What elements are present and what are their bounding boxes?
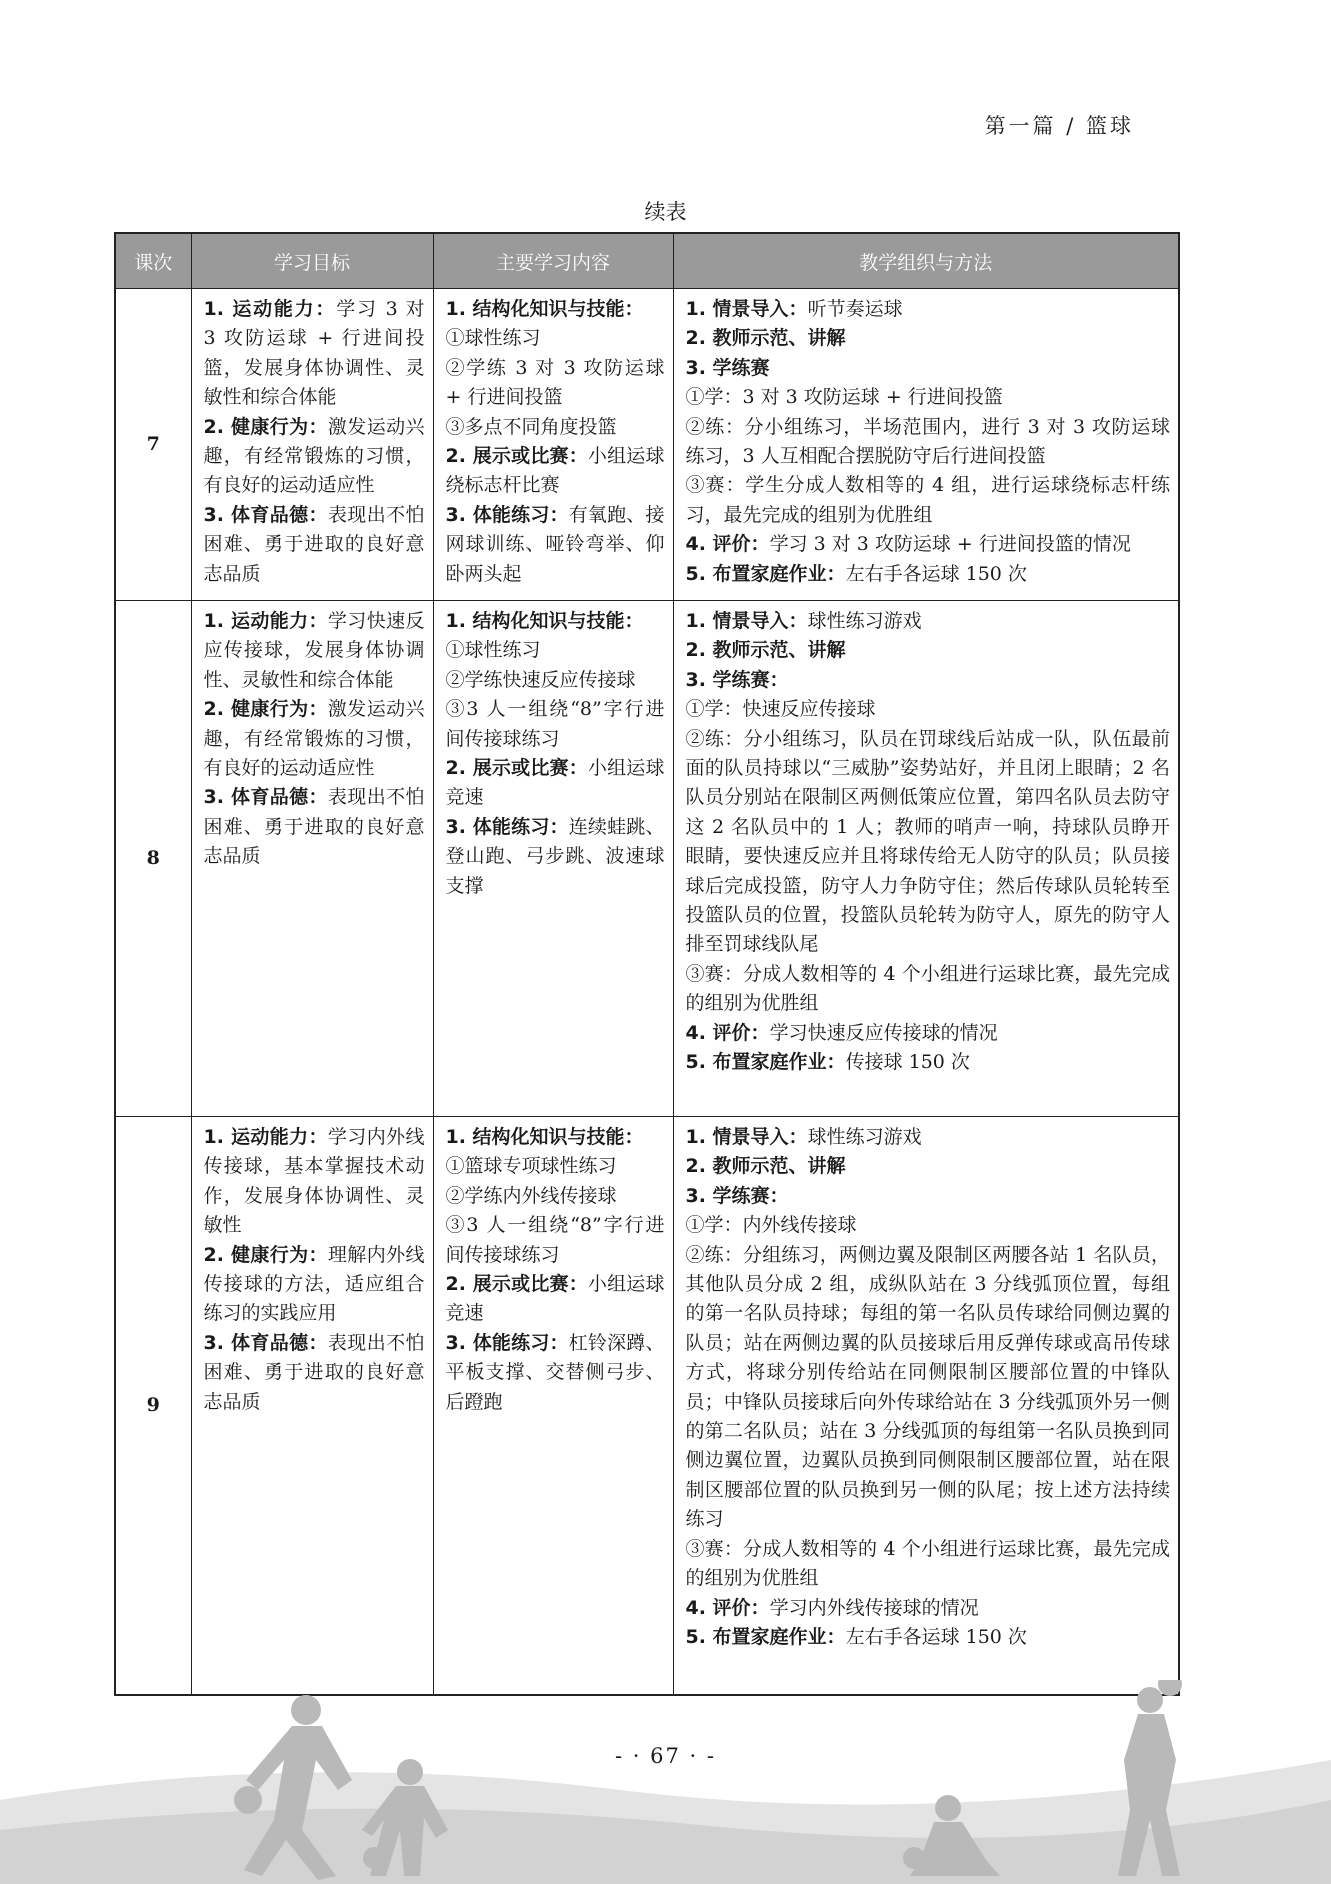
method-item-text: 左右手各运球 150 次 — [845, 1625, 1027, 1648]
method-item — [686, 560, 1171, 589]
content-item — [446, 813, 665, 901]
content-cell — [433, 1117, 673, 1695]
content-item-label: 3. 体能练习： — [445, 503, 569, 526]
method-item — [686, 725, 1171, 960]
content-item-text: 小组运球绕标志杆比赛 — [445, 445, 665, 497]
method-item-label: 1. 情景导入： — [685, 1126, 808, 1148]
content-item-text: ③3 人一组绕“8”字行进间传接球练习 — [445, 1214, 665, 1266]
method-item — [686, 695, 1171, 724]
goal-item-text: 表现出不怕困难、勇于进取的良好意志品质 — [203, 503, 425, 585]
content-item-text: ②学练快速反应传接球 — [445, 668, 636, 691]
method-item-text: ②练：分小组练习，半场范围内，进行 3 对 3 攻防运球练习，3 人互相配合摆脱防守后行进间投篮 — [685, 415, 1170, 468]
method-item-label: 3. 学练赛： — [685, 668, 789, 691]
method-item-label: 4. 评价： — [685, 533, 770, 556]
method-item-text: ③赛：学生分成人数相等的 4 组，进行运球绕标志杆练习，最先完成的组别为优胜组 — [685, 474, 1170, 526]
goal-item-label: 2. 健康行为： — [203, 1243, 328, 1266]
method-item-label: 1. 情景导入： — [685, 610, 808, 632]
goal-item-label: 1. 运动能力： — [203, 610, 328, 632]
method-item — [686, 1535, 1171, 1594]
content-item-text: 有氧跑、接网球训练、哑铃弯举、仰卧两头起 — [445, 503, 665, 585]
content-item-text: ①球性练习 — [445, 327, 541, 350]
content-item-text: 小组运球竞速 — [445, 1273, 665, 1325]
goal-item-text: 表现出不怕困难、勇于进取的良好意志品质 — [203, 1331, 425, 1413]
content-item-label: 2. 展示或比赛： — [445, 757, 588, 780]
content-item — [446, 1152, 665, 1181]
method-item — [686, 607, 1171, 636]
method-item-label: 2. 教师示范、讲解 — [685, 1155, 846, 1178]
lesson-number: 8 — [115, 601, 191, 1117]
goals-cell — [191, 1117, 433, 1695]
lesson-number: 9 — [115, 1117, 191, 1695]
table-row — [115, 289, 1179, 601]
content-item-text: ③多点不同角度投篮 — [445, 415, 617, 438]
method-item-label: 4. 评价： — [685, 1021, 770, 1044]
table-row — [115, 601, 1179, 1117]
content-item — [446, 501, 665, 589]
content-item — [446, 695, 665, 754]
content-item — [446, 324, 665, 353]
content-item-text: ③3 人一组绕“8”字行进间传接球练习 — [445, 698, 665, 750]
content-item — [446, 1123, 665, 1152]
method-item — [686, 383, 1171, 412]
method-item-text: 学习快速反应传接球的情况 — [769, 1021, 998, 1044]
method-item-label: 5. 布置家庭作业： — [685, 562, 846, 585]
method-item — [686, 636, 1171, 665]
goal-item — [204, 1329, 425, 1417]
content-item-label: 3. 体能练习： — [445, 815, 569, 838]
goal-item-text: 学习内外线传接球，基本掌握技术动作，发展身体协调性、灵敏性 — [203, 1126, 425, 1237]
header-teaching-methods: 教学组织与方法 — [673, 233, 1179, 289]
content-item-label: 1. 结构化知识与技能： — [445, 1126, 644, 1148]
method-item-text: 球性练习游戏 — [807, 1126, 922, 1148]
goal-item-label: 3. 体育品德： — [203, 1331, 328, 1354]
goal-item — [204, 1241, 425, 1329]
method-item — [686, 530, 1171, 559]
content-item — [446, 354, 665, 413]
method-item-text: ①学：快速反应传接球 — [685, 698, 876, 721]
method-item — [686, 1182, 1171, 1211]
footer-basketball-decoration — [0, 1680, 1331, 1884]
method-item-label: 2. 教师示范、讲解 — [685, 639, 846, 662]
goal-item-text: 学习 3 对 3 攻防运球 + 行进间投篮，发展身体协调性、灵敏性和综合体能 — [203, 298, 425, 409]
page-number: - · 67 · - — [615, 1744, 716, 1768]
content-item — [446, 636, 665, 665]
method-item-text: ③赛：分成人数相等的 4 个小组进行运球比赛，最先完成的组别为优胜组 — [685, 962, 1170, 1015]
goal-item-label: 1. 运动能力： — [203, 1126, 328, 1148]
running-head: 第一篇 / 篮球 — [984, 114, 1134, 138]
method-item — [686, 413, 1171, 472]
lesson-number: 7 — [115, 289, 191, 601]
methods-cell — [673, 1117, 1179, 1695]
goal-item-label: 2. 健康行为： — [203, 415, 328, 438]
goal-item-text: 理解内外线传接球的方法，适应组合练习的实践应用 — [203, 1243, 425, 1325]
header-lesson-number: 课次 — [115, 233, 191, 289]
method-item-label: 1. 情景导入： — [685, 298, 808, 320]
content-item-label: 3. 体能练习： — [445, 1331, 569, 1354]
content-item — [446, 442, 665, 501]
content-cell — [433, 289, 673, 601]
goal-item — [204, 783, 425, 871]
content-item — [446, 1329, 665, 1417]
goal-item-text: 激发运动兴趣，有经常锻炼的习惯，有良好的运动适应性 — [203, 698, 425, 780]
method-item-text: ①学：内外线传接球 — [685, 1214, 857, 1237]
goal-item-label: 3. 体育品德： — [203, 503, 328, 526]
method-item — [686, 471, 1171, 530]
content-item-label: 2. 展示或比赛： — [445, 445, 588, 468]
content-item-text: 连续蛙跳、登山跑、弓步跳、波速球支撑 — [445, 815, 665, 897]
content-item-label: 2. 展示或比赛： — [445, 1273, 588, 1296]
method-item-text: 学习内外线传接球的情况 — [769, 1596, 979, 1619]
goals-cell — [191, 601, 433, 1117]
content-item-text: ①篮球专项球性练习 — [445, 1155, 617, 1178]
method-item-text: 听节奏运球 — [807, 298, 903, 320]
method-item — [686, 1048, 1171, 1077]
method-item — [686, 324, 1171, 353]
content-item-text: ①球性练习 — [445, 639, 541, 662]
method-item — [686, 1594, 1171, 1623]
method-item-label: 3. 学练赛： — [685, 1184, 789, 1207]
goal-item — [204, 413, 425, 501]
goal-item-label: 3. 体育品德： — [203, 786, 328, 809]
method-item-label: 5. 布置家庭作业： — [685, 1051, 846, 1074]
goal-item-label: 1. 运动能力： — [203, 298, 337, 320]
goals-cell — [191, 289, 433, 601]
method-item — [686, 295, 1171, 324]
content-item — [446, 1270, 665, 1329]
content-item — [446, 754, 665, 813]
content-item-label: 1. 结构化知识与技能： — [445, 298, 644, 320]
method-item-label: 2. 教师示范、讲解 — [685, 327, 846, 350]
lesson-table — [114, 232, 1180, 1696]
content-item — [446, 413, 665, 442]
methods-cell — [673, 289, 1179, 601]
content-item-text: 小组运球竞速 — [445, 757, 665, 809]
goal-item — [204, 1123, 425, 1241]
goal-item — [204, 295, 425, 413]
method-item-label: 5. 布置家庭作业： — [685, 1625, 846, 1648]
content-item-label: 1. 结构化知识与技能： — [445, 610, 644, 632]
header-learning-goals: 学习目标 — [191, 233, 433, 289]
header-main-content: 主要学习内容 — [433, 233, 673, 289]
table-row — [115, 1117, 1179, 1695]
method-item — [686, 354, 1171, 383]
method-item — [686, 1152, 1171, 1181]
method-item-text: 球性练习游戏 — [807, 610, 922, 632]
method-item-text: ②练：分组练习，两侧边翼及限制区两腰各站 1 名队员，其他队员分成 2 组，成纵队站在 3 分线弧顶位置，每组的第一名队员持球；每组的第一名队员传球给同侧边翼的队员；站在两侧边翼的队员接球后用反弹传球或高吊传球方式，将球分别传给站在同侧限制区腰部位置的中锋队员；中锋队员接球后向外传球给站在 3 分线弧顶外另一侧的第二名队员；站在 3 分线弧顶的每组第一名队员换到同侧边翼位置，边翼队员换到同侧限制区腰部位置，站在限制区腰部位置的队员换到另一侧的队尾；按上述方法持续练习 — [685, 1243, 1170, 1531]
content-item-text: 杠铃深蹲、平板支撑、交替侧弓步、后蹬跑 — [445, 1331, 665, 1413]
table-header-row — [115, 233, 1179, 289]
content-item — [446, 295, 665, 324]
content-item — [446, 607, 665, 636]
goal-item-text: 表现出不怕困难、勇于进取的良好意志品质 — [203, 786, 425, 868]
method-item-text: 传接球 150 次 — [845, 1051, 970, 1074]
method-item — [686, 1623, 1171, 1652]
content-cell — [433, 601, 673, 1117]
method-item-text: ①学：3 对 3 攻防运球 + 行进间投篮 — [685, 386, 1003, 409]
goal-item-text: 学习快速反应传接球，发展身体协调性、灵敏性和综合体能 — [203, 610, 425, 691]
content-item — [446, 1182, 665, 1211]
content-item-text: ②学练 3 对 3 攻防运球 + 行进间投篮 — [445, 356, 665, 409]
content-item — [446, 1211, 665, 1270]
method-item-label: 4. 评价： — [685, 1596, 770, 1619]
method-item — [686, 1123, 1171, 1152]
method-item-text: 学习 3 对 3 攻防运球 + 行进间投篮的情况 — [769, 533, 1131, 556]
goal-item — [204, 695, 425, 783]
method-item-text: ③赛：分成人数相等的 4 个小组进行运球比赛，最先完成的组别为优胜组 — [685, 1537, 1170, 1590]
method-item — [686, 666, 1171, 695]
methods-cell — [673, 601, 1179, 1117]
method-item — [686, 1241, 1171, 1535]
goal-item — [204, 501, 425, 589]
table-caption: 续表 — [644, 200, 687, 224]
method-item — [686, 1019, 1171, 1048]
method-item — [686, 960, 1171, 1019]
content-item — [446, 666, 665, 695]
goal-item-label: 2. 健康行为： — [203, 698, 328, 721]
content-item-text: ②学练内外线传接球 — [445, 1184, 617, 1207]
goal-item-text: 激发运动兴趣，有经常锻炼的习惯，有良好的运动适应性 — [203, 415, 425, 497]
method-item — [686, 1211, 1171, 1240]
goal-item — [204, 607, 425, 695]
method-item-text: ②练：分小组练习，队员在罚球线后站成一队，队伍最前面的队员持球以“三威胁”姿势站好，并且闭上眼睛；2 名队员分别站在限制区两侧低策应位置，第四名队员去防守这 2 名队员中的 1 人；教师的哨声一响，持球队员睁开眼睛，要快速反应并且将球传给无人防守的队员；队员接球后完成投篮，防守人力争防守住；然后传球队员轮转至投篮队员的位置，投篮队员轮转为防守人，原先的防守人排至罚球线队尾 — [685, 727, 1170, 956]
method-item-text: 左右手各运球 150 次 — [845, 562, 1027, 585]
method-item-label: 3. 学练赛 — [685, 356, 770, 379]
